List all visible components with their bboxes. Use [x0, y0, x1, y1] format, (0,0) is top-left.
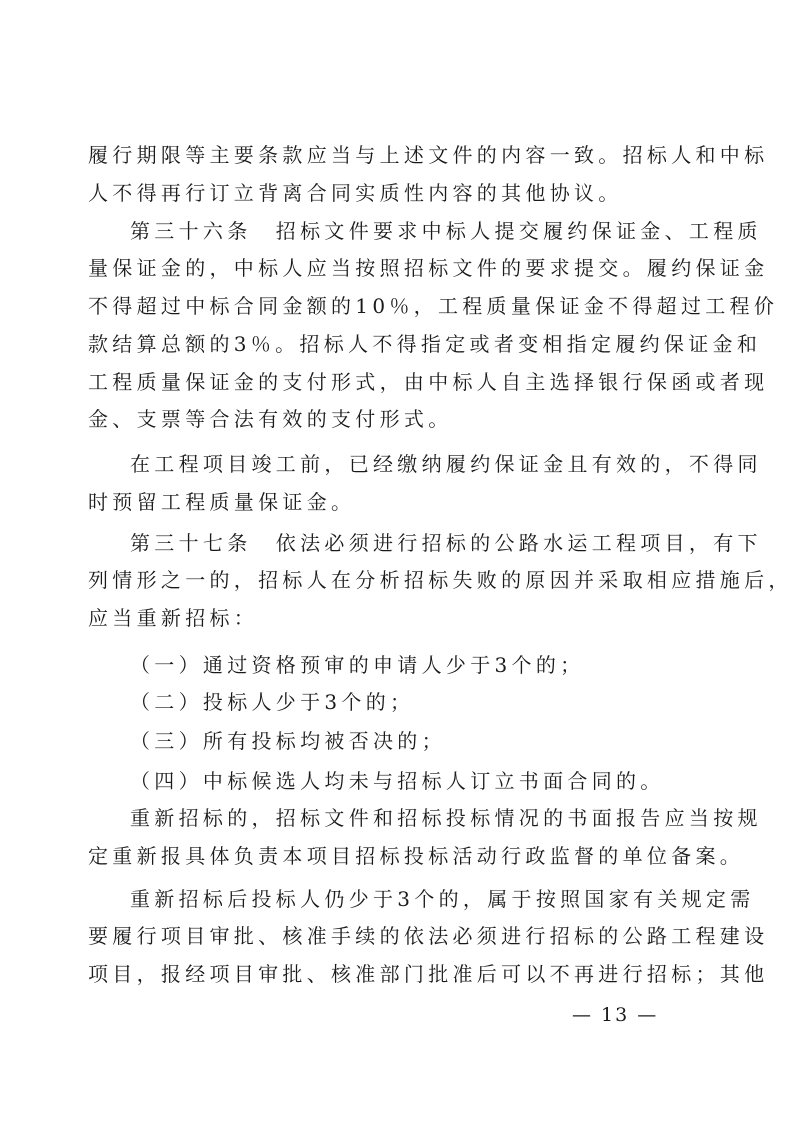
text-line: 项目，报经项目审批、核准部门批准后可以不再进行招标；其他 [88, 962, 769, 986]
text-line: 工程质量保证金的支付形式，由中标人自主选择银行保函或者现 [88, 370, 769, 394]
paragraph-start-line: 在工程项目竣工前，已经缴纳履约保证金且有效的，不得同 [130, 452, 762, 476]
article-37-heading-line: 第三十七条 依法必须进行招标的公路水运工程项目，有下 [130, 531, 762, 555]
list-item-2: （二）投标人少于3个的； [130, 690, 415, 714]
text-line: 定重新报具体负责本项目招标投标活动行政监督的单位备案。 [88, 844, 745, 868]
list-item-4: （四）中标候选人均未与招标人订立书面合同的。 [130, 769, 665, 793]
text-line: 列情形之一的，招标人在分析招标失败的原因并采取相应措施后， [88, 568, 793, 592]
list-item-3: （三）所有投标均被否决的； [130, 729, 446, 753]
paragraph-start-line: 重新招标的，招标文件和招标投标情况的书面报告应当按规 [130, 806, 762, 830]
text-line: 不得超过中标合同金额的10％，工程质量保证金不得超过工程价 [88, 294, 779, 318]
article-36-heading-line: 第三十六条 招标文件要求中标人提交履约保证金、工程质 [130, 219, 762, 243]
text-line: 时预留工程质量保证金。 [88, 490, 356, 514]
text-line: 履行期限等主要条款应当与上述文件的内容一致。招标人和中标 [88, 143, 769, 167]
list-item-1: （一）通过资格预审的申请人少于3个的； [130, 653, 585, 677]
page-number: — 13 — [572, 1004, 659, 1026]
text-line: 人不得再行订立背离合同实质性内容的其他协议。 [88, 181, 623, 205]
text-line: 金、支票等合法有效的支付形式。 [88, 407, 453, 431]
text-line: 量保证金的，中标人应当按照招标文件的要求提交。履约保证金 [88, 256, 769, 280]
text-line: 款结算总额的3％。招标人不得指定或者变相指定履约保证金和 [88, 332, 762, 356]
text-line: 要履行项目审批、核准手续的依法必须进行招标的公路工程建设 [88, 924, 769, 948]
text-line: 应当重新招标： [88, 606, 259, 630]
paragraph-start-line: 重新招标后投标人仍少于3个的，属于按照国家有关规定需 [130, 887, 755, 911]
